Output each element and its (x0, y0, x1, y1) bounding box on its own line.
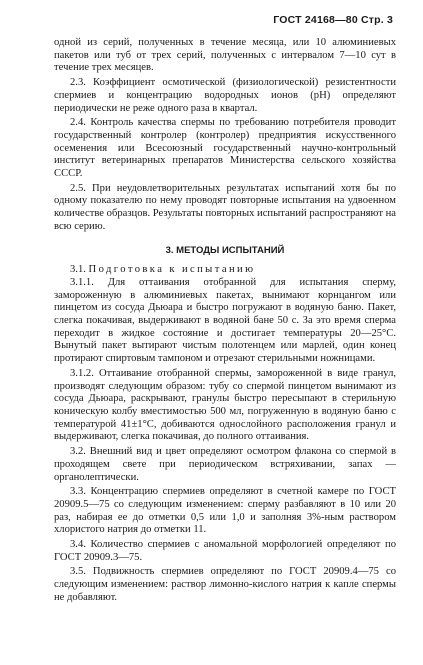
paragraph-continuation: одной из серий, полученных в течение месяца, или 10 алюминиевых пакетов или туб от трех серий, полученных с интервалом 7—10 сут в течение трех месяцев. (54, 37, 396, 74)
paragraph-3-1-1: 3.1.1. Для оттаивания отобранной для испытания сперму, замороженную в алюминиевых пакетах, вынимают корнцангом или пинцетом из сосуда Дьюара и быстро погружают в водяную баню. Пакет, слегка покачивая, выдерживают в водяной бане 50 с. За это время сперма переходит в жидкое состояние и достигает температуры 20—25°С. Вынутый пакет вытирают чистым полотенцем или марлей, один конец протирают спиртовым тампоном и отрезают стерильными ножницами. (54, 276, 396, 365)
paragraph-3-3: 3.3. Концентрацию спермиев определяют в счетной камере по ГОСТ 20909.5—75 со следующим изменением: сперму разбавляют в 10 или 20 раз, набирая ее до отметки 0,5 или 1,0 и заполняя 3%-ным раствором хлористого натрия до отметки 11. (54, 486, 396, 536)
paragraph-2-5: 2.5. При неудовлетворительных результатах испытаний хотя бы по одному показателю по нему проводят повторные испытания на удвоенном количестве образцов. Результаты повторных испытаний распространяют на всю серию. (54, 182, 396, 232)
subsection-number: 3.1. (70, 264, 86, 276)
paragraph-3-2: 3.2. Внешний вид и цвет определяют осмотром флакона со спермой в проходящем свете при периодическом встряхивании, запах — органолептически. (54, 446, 396, 483)
paragraph-2-3: 2.3. Коэффициент осмотической (физиологической) резистентности спермиев и концентрацию водородных ионов (pH) определяют периодически не реже одного раза в квартал. (54, 77, 396, 114)
paragraph-3-1-2: 3.1.2. Оттаивание отобранной спермы, замороженной в виде гранул, производят следующим образом: тубу со спермой пинцетом вынимают из сосуда Дьюара, раскрывают, гранулы быстро пересыпают в стерильную коническую колбу вместимостью 500 мл, погруженную в водяную баню с температурой 41±1°С, добиваются однослойного расположения гранул и выдерживают, слегка покачивая, до полного оттаивания. (54, 367, 396, 443)
paragraph-2-4: 2.4. Контроль качества спермы по требованию потребителя проводит государственный контролер (контролер) предприятия искусственного осеменения или Всесоюзный государственный научно-контрольный институт ветеринарных препаратов Министерства сельского хозяйства СССР. (54, 117, 396, 180)
subsection-title: Подготовка к испытанию (88, 264, 256, 276)
paragraph-3-4: 3.4. Количество спермиев с аномальной морфологией определяют по ГОСТ 20909.3—75. (54, 539, 396, 563)
document-body (54, 37, 396, 605)
paragraph-3-5: 3.5. Подвижность спермиев определяют по ГОСТ 20909.4—75 со следующим изменением: раствор лимонно-кислого натрия к капле спермы не добавляют. (54, 566, 396, 603)
page-header: ГОСТ 24168—80 Стр. 3 (273, 14, 393, 26)
section-heading: 3. МЕТОДЫ ИСПЫТАНИЙ (165, 244, 285, 256)
subsection-heading (54, 264, 396, 277)
